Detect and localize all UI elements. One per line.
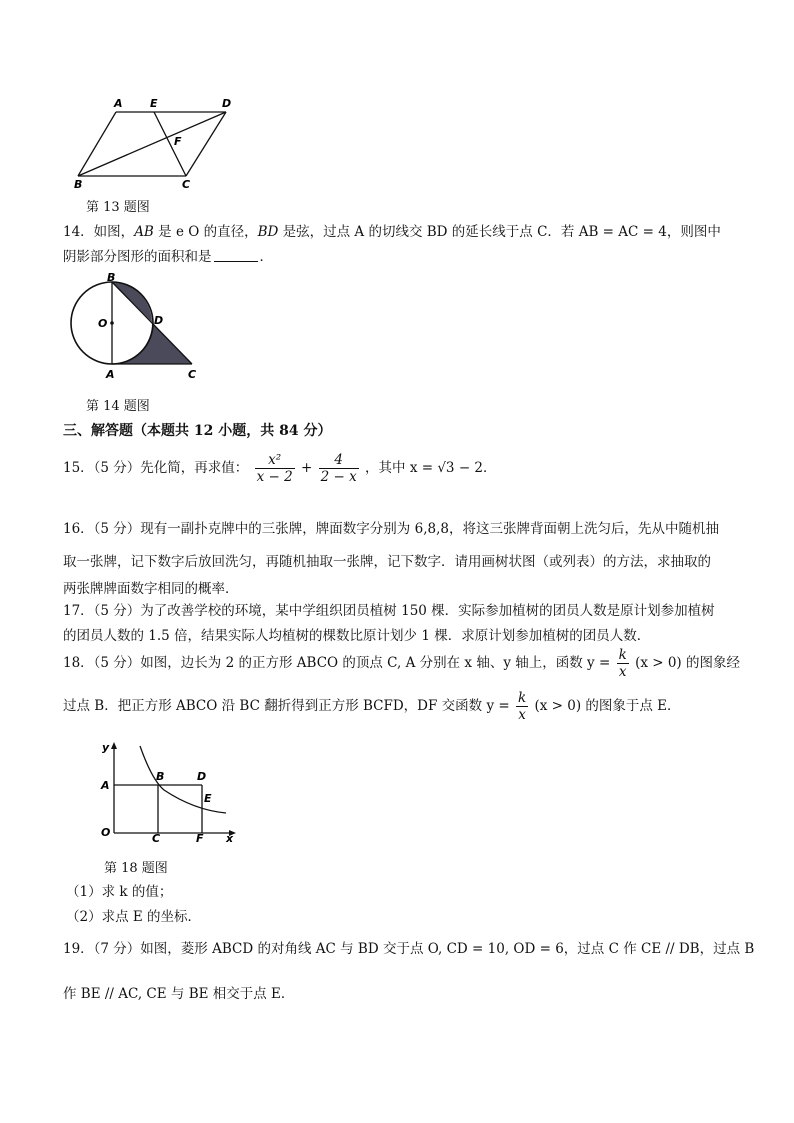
fig18-label-F: F (196, 832, 204, 845)
fig13-label-F: F (174, 135, 182, 148)
q14-text-b: 是弦，过点 A 的切线交 BD 的延长线于点 C．若 AB = AC = 4，则图中 (278, 224, 721, 240)
fig14-label-D: D (154, 314, 164, 327)
q18-line1-end: (x > 0) 的图象经 (635, 655, 740, 671)
q15-line (63, 452, 497, 485)
fig14-label-C: C (188, 368, 197, 381)
q18-frac1-den: x (618, 664, 627, 680)
fig18-label-D: D (197, 770, 207, 783)
figure-13-caption: 第 13 题图 (86, 200, 150, 215)
fig13-label-B: B (74, 178, 83, 191)
fig18-label-C: C (152, 832, 161, 845)
fig18-label-O: O (101, 826, 111, 839)
fig18-label-A: A (101, 779, 110, 792)
q18-sub-2: （2）求点 E 的坐标． (66, 909, 202, 925)
q15-frac2-den: 2 − x (320, 469, 357, 485)
q18-frac2-num: k (517, 690, 527, 706)
q15-prefix: 15．（5 分）先化简，再求值： (63, 460, 249, 476)
q15-fraction-2 (319, 452, 359, 485)
q15-frac1-num: x² (255, 452, 295, 469)
q15-frac1-den: x − 2 (256, 469, 293, 485)
q15-frac2-num: 4 (319, 452, 359, 469)
q14-line2-end: ． (259, 249, 273, 265)
q17-line-1: 17．（5 分）为了改善学校的环境，某中学组织团员植树 150 棵．实际参加植树的团员人数是原计划参加植树 (63, 603, 715, 619)
q16-line-1: 16．（5 分）现有一副扑克牌中的三张牌，牌面数字分别为 6,8,8，将这三张牌背面朝上洗匀后，先从中随机抽 (63, 521, 719, 537)
q15-fraction-1 (255, 452, 295, 485)
fig13-label-D: D (222, 97, 232, 110)
q18-fraction-1 (617, 647, 629, 680)
q14-text-a: 是 e O 的直径， (153, 224, 258, 240)
q18-fraction-2 (516, 690, 528, 723)
q14-line2-text: 阴影部分图形的面积和是 (63, 249, 212, 265)
answer-blank (214, 249, 258, 262)
fig18-label-y: y (102, 741, 110, 754)
fig18-label-E: E (204, 792, 212, 805)
q15-suffix: ，其中 x = √3 − 2． (365, 460, 497, 476)
fig14-label-O: O (98, 317, 108, 330)
q18-line-1 (63, 647, 740, 680)
q14-prefix: 14．如图， (63, 224, 135, 240)
q14-bd: BD (257, 224, 279, 240)
q14-line-2 (63, 245, 273, 265)
figure-13-parallelogram (64, 92, 244, 192)
q18-sub-1: （1）求 k 的值； (66, 884, 173, 900)
figure-18-graph (64, 736, 244, 846)
fig18-label-B: B (156, 770, 165, 783)
fig13-label-E: E (150, 97, 158, 110)
q19-line-1: 19．（7 分）如图，菱形 ABCD 的对角线 AC 与 BD 交于点 O, CD = 10, OD = 6，过点 C 作 CE // DB，过点 B (63, 941, 755, 957)
figure-18-caption: 第 18 题图 (104, 861, 168, 876)
section-heading: 三、解答题（本题共 12 小题，共 84 分） (63, 423, 332, 439)
q15-plus: + (301, 460, 313, 476)
q14-ab: AB (134, 224, 154, 240)
q14-line-1 (63, 220, 721, 240)
fig14-label-B: B (107, 272, 116, 284)
figure-14-circle (64, 272, 214, 387)
fig14-label-A: A (106, 368, 115, 381)
q18-line-2 (63, 690, 681, 723)
fig13-label-C: C (182, 178, 191, 191)
figure-14-caption: 第 14 题图 (86, 399, 150, 414)
q18-line2-text: 过点 B．把正方形 ABCO 沿 BC 翻折得到正方形 BCFD，DF 交函数 y = (63, 698, 510, 714)
q19-line-2: 作 BE // AC, CE 与 BE 相交于点 E． (63, 986, 295, 1002)
q17-line-2: 的团员人数的 1.5 倍，结果实际人均植树的棵数比原计划少 1 棵．求原计划参加植树的团员人数． (63, 628, 651, 644)
q18-line1-text: 18．（5 分）如图，边长为 2 的正方形 ABCO 的顶点 C, A 分别在 x 轴、y 轴上，函数 y = (63, 655, 611, 671)
q16-line-2: 取一张牌，记下数字后放回洗匀，再随机抽取一张牌，记下数字．请用画树状图（或列表）的方法，求抽取的 (63, 554, 711, 570)
q18-frac1-num: k (618, 647, 627, 663)
q18-frac2-den: x (518, 707, 526, 723)
fig13-label-A: A (114, 97, 123, 110)
q18-line2-end: (x > 0) 的图象于点 E． (534, 698, 681, 714)
q16-line-3: 两张牌牌面数字相同的概率． (63, 581, 239, 597)
fig18-label-x: x (226, 832, 234, 845)
